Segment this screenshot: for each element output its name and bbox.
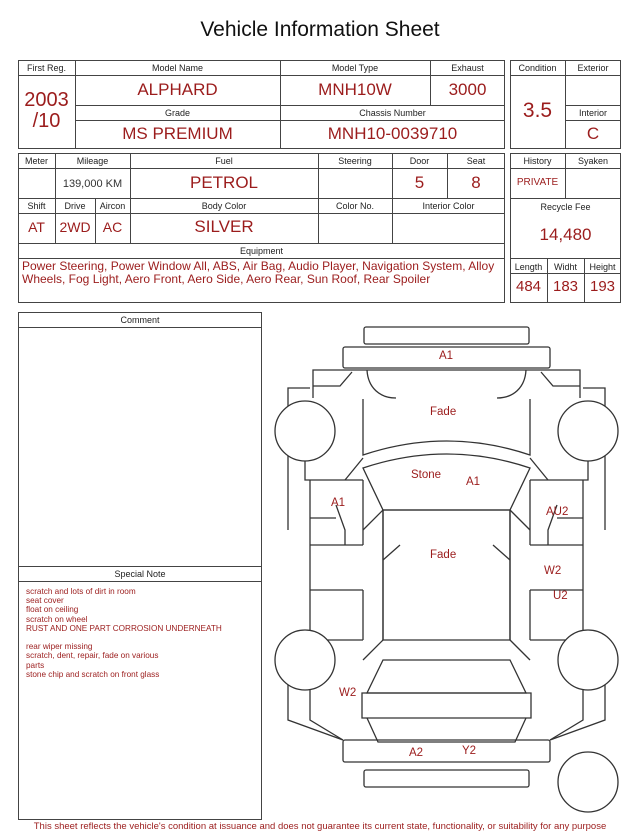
mark-left-rear-quarter: W2 [339, 687, 357, 699]
recycle-fee-label: Recycle Fee [540, 202, 591, 212]
special-note-line: rear wiper missing [26, 642, 93, 652]
body-color-label: Body Color [201, 201, 247, 211]
disclaimer-footer: This sheet reflects the vehicle's condition at issuance and does not guarantee its current state, functionality, or suitability for any purpose [33, 821, 607, 832]
width-value: 183 [552, 278, 579, 295]
fuel-value: PETROL [189, 173, 259, 192]
mark-left-front-door: A1 [331, 497, 346, 509]
color-no-label: Color No. [335, 201, 374, 211]
model-name-value: ALPHARD [137, 80, 218, 99]
shift-label: Shift [27, 201, 46, 211]
condition-label: Condition [518, 63, 557, 73]
mark-right-rear-door-w2: W2 [544, 565, 562, 577]
aircon-value: AC [102, 219, 123, 235]
length-value: 484 [515, 278, 542, 295]
height-value: 193 [589, 278, 616, 295]
meter-label: Meter [24, 156, 48, 166]
special-note-line: scratch on wheel [26, 614, 88, 624]
mileage-value: 139,000 KM [62, 178, 123, 190]
seat-label: Seat [466, 156, 486, 166]
model-type-value: MNH10W [318, 80, 392, 99]
drive-label: Drive [64, 201, 86, 211]
mark-rear-bumper-a2: A2 [409, 747, 424, 759]
first-reg-label: First Reg. [26, 63, 66, 73]
seat-value: 8 [471, 173, 481, 192]
mark-front-bumper: A1 [439, 350, 454, 362]
mark-windshield-a1: A1 [466, 476, 481, 488]
exhaust-label: Exhaust [451, 63, 484, 73]
comment-label: Comment [120, 315, 160, 325]
mark-right-rear-door-u2: U2 [553, 590, 568, 602]
height-label: Height [589, 262, 616, 272]
model-type-label: Model Type [331, 63, 379, 73]
width-label: Widht [553, 262, 577, 272]
drive-value: 2WD [59, 219, 91, 235]
interior-label: Interior [578, 108, 607, 118]
grade-label: Grade [164, 108, 190, 118]
length-label: Length [514, 262, 543, 272]
fuel-label: Fuel [215, 156, 233, 166]
special-note-line: parts [26, 660, 45, 670]
special-note-line: stone chip and scratch on front glass [26, 669, 160, 679]
condition-value: 3.5 [522, 99, 553, 122]
mark-rear-bumper-y2: Y2 [462, 745, 477, 757]
first-reg-month: /10 [32, 110, 61, 132]
shift-value: AT [28, 219, 45, 235]
grade-value: MS PREMIUM [122, 124, 233, 143]
model-name-label: Model Name [151, 63, 204, 73]
mark-right-front-door: AU2 [546, 506, 569, 518]
mark-hood: Fade [430, 406, 457, 418]
page-title: Vehicle Information Sheet [200, 18, 440, 41]
history-label: History [523, 156, 552, 166]
special-note-line: float on ceiling [26, 605, 79, 615]
syaken-label: Syaken [577, 156, 609, 166]
equipment-value: Power Steering, Power Window All, ABS, Air Bag, Audio Player, Navigation System, Alloy Wheels, Fog Light, Aero Front, Aero Side, Aero Rear, Sun Roof, Rear Spoiler [22, 259, 495, 286]
mileage-label: Mileage [76, 156, 109, 166]
recycle-fee-value: 14,480 [539, 225, 592, 244]
door-label: Door [409, 156, 430, 166]
first-reg-year: 2003 [24, 89, 69, 111]
special-note-line: RUST AND ONE PART CORROSION UNDERNEATH [26, 623, 222, 633]
special-note-line: seat cover [26, 596, 64, 606]
door-value: 5 [414, 173, 425, 192]
chassis-label: Chassis Number [359, 108, 426, 118]
interior-value: C [586, 124, 600, 143]
mark-roof: Fade [430, 549, 457, 561]
equipment-label: Equipment [239, 246, 284, 256]
aircon-label: Aircon [99, 201, 126, 211]
special-note-label: Special Note [114, 569, 166, 579]
interior-color-label: Interior Color [422, 201, 475, 211]
special-note-line: scratch and lots of dirt in room [26, 587, 136, 596]
exhaust-value: 3000 [448, 80, 487, 99]
mark-windshield-stone: Stone [411, 469, 442, 481]
steering-label: Steering [338, 156, 372, 166]
body-color-value: SILVER [194, 217, 254, 236]
chassis-value: MNH10-0039710 [327, 124, 458, 143]
history-value: PRIVATE [516, 177, 559, 188]
exterior-label: Exterior [577, 63, 609, 73]
special-note-line: scratch, dent, repair, fade on various [26, 651, 159, 661]
